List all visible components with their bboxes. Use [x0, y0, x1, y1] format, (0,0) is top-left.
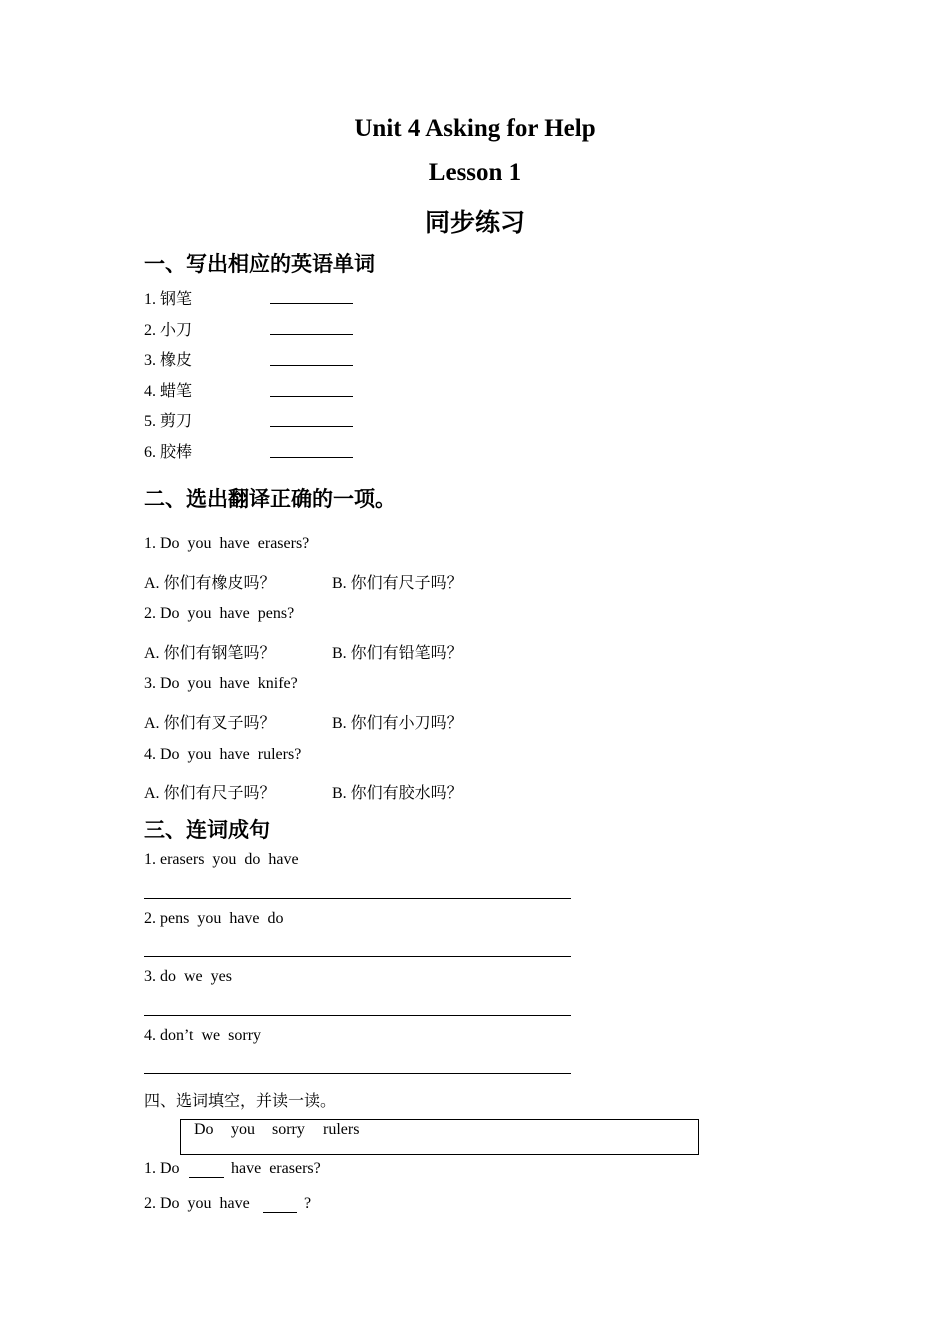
section1-heading: 一、写出相应的英语单词: [144, 252, 375, 276]
scrambled-words: 4. don’t we sorry: [144, 1027, 262, 1044]
section2-heading: 二、选出翻译正确的一项。: [144, 487, 396, 511]
translation-question: 4. Do you have rulers?: [144, 746, 302, 763]
word-bank-word: Do: [194, 1121, 214, 1138]
fill-blank[interactable]: [263, 1212, 297, 1213]
scrambled-words: 3. do we yes: [144, 968, 232, 985]
translation-question: 1. Do you have erasers?: [144, 535, 310, 552]
vocab-item: 4. 蜡笔: [144, 383, 193, 400]
page-title: Unit 4 Asking for Help: [354, 115, 596, 142]
option-a[interactable]: A. 你们有橡皮吗？: [144, 575, 276, 592]
option-a[interactable]: A. 你们有钢笔吗？: [144, 645, 276, 662]
vocab-answer-blank[interactable]: [270, 396, 353, 397]
scrambled-words: 2. pens you have do: [144, 910, 284, 927]
translation-question: 3. Do you have knife?: [144, 675, 298, 692]
fill-sentence-end: have erasers?: [231, 1160, 321, 1177]
section4-heading: 四、选词填空，并读一读。: [144, 1091, 337, 1110]
vocab-answer-blank[interactable]: [270, 334, 353, 335]
option-a[interactable]: A. 你们有叉子吗？: [144, 715, 276, 732]
vocab-item: 5. 剪刀: [144, 413, 193, 430]
option-b[interactable]: B. 你们有小刀吗？: [332, 715, 463, 732]
fill-sentence-start: 2. Do you have: [144, 1195, 250, 1212]
sentence-answer-line[interactable]: [144, 956, 571, 957]
sentence-answer-line[interactable]: [144, 898, 571, 899]
vocab-answer-blank[interactable]: [270, 426, 353, 427]
word-bank-box: [180, 1119, 699, 1155]
option-a[interactable]: A. 你们有尺子吗？: [144, 785, 276, 802]
translation-question: 2. Do you have pens?: [144, 605, 295, 622]
word-bank-word: sorry: [272, 1121, 305, 1138]
fill-sentence-start: 1. Do: [144, 1160, 180, 1177]
vocab-answer-blank[interactable]: [270, 365, 353, 366]
exercise-subtitle: 同步练习: [424, 208, 525, 237]
vocab-answer-blank[interactable]: [270, 457, 353, 458]
vocab-item: 1. 钢笔: [144, 291, 193, 308]
sentence-answer-line[interactable]: [144, 1015, 571, 1016]
vocab-item: 3. 橡皮: [144, 352, 193, 369]
sentence-answer-line[interactable]: [144, 1073, 571, 1074]
fill-sentence-end: ?: [304, 1195, 312, 1212]
word-bank-word: rulers: [323, 1121, 360, 1138]
option-b[interactable]: B. 你们有铅笔吗？: [332, 645, 463, 662]
scrambled-words: 1. erasers you do have: [144, 851, 299, 868]
section3-heading: 三、连词成句: [144, 818, 270, 842]
vocab-answer-blank[interactable]: [270, 303, 353, 304]
vocab-item: 2. 小刀: [144, 322, 193, 339]
option-b[interactable]: B. 你们有胶水吗？: [332, 785, 463, 802]
option-b[interactable]: B. 你们有尺子吗？: [332, 575, 463, 592]
lesson-title: Lesson 1: [428, 159, 522, 186]
vocab-item: 6. 胶棒: [144, 444, 193, 461]
fill-blank[interactable]: [189, 1177, 224, 1178]
word-bank-word: you: [231, 1121, 255, 1138]
